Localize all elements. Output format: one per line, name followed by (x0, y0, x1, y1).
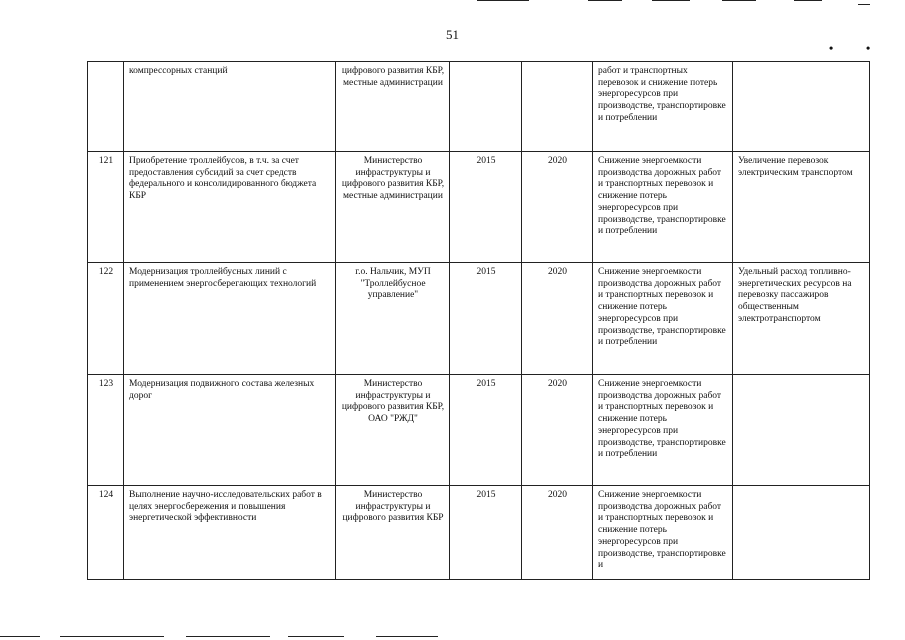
scan-artifact-line (858, 4, 870, 5)
scan-artifact-line (376, 636, 438, 637)
measure-name: Модернизация подвижного состава железных дорог (124, 375, 336, 486)
executor-cell: Министерство инфраструктуры и цифрового развития КБР, ОАО "РЖД" (336, 375, 450, 486)
measure-name: Модернизация троллейбусных линий с применением энергосберегающих технологий (124, 263, 336, 375)
start-year: 2015 (450, 263, 522, 375)
expected-effect: работ и транспортных перевозок и снижение потерь энергоресурсов при производстве, транспортировке и потреблении (593, 62, 733, 152)
scan-dot: • (866, 41, 871, 55)
end-year: 2020 (522, 375, 593, 486)
scan-artifact-line (794, 0, 822, 1)
table-row (88, 486, 870, 580)
executor-cell: Министерство инфраструктуры и цифрового развития КБР, местные администрации (336, 152, 450, 263)
start-year: 2015 (450, 152, 522, 263)
measures-table (87, 61, 870, 580)
end-year: 2020 (522, 152, 593, 263)
target-indicator (733, 62, 870, 152)
expected-effect: Снижение энергоемкости производства дорожных работ и транспортных перевозок и снижение потерь энергоресурсов при производстве, транспортировке и потреблении (593, 263, 733, 375)
executor-cell: Министерство инфраструктуры и цифрового развития КБР (336, 486, 450, 580)
end-year (522, 62, 593, 152)
table-row (88, 375, 870, 486)
expected-effect: Снижение энергоемкости производства дорожных работ и транспортных перевозок и снижение потерь энергоресурсов при производстве, транспортировке и потреблении (593, 152, 733, 263)
page-number: 51 (446, 27, 459, 42)
scan-artifact-line (477, 0, 529, 1)
start-year: 2015 (450, 375, 522, 486)
expected-effect: Снижение энергоемкости производства дорожных работ и транспортных перевозок и снижение потерь энергоресурсов при производстве, транспортировке и потреблении (593, 375, 733, 486)
table-row (88, 62, 870, 152)
target-indicator: Удельный расход топливно-энергетических ресурсов на перевозку пассажиров общественным электротранспортом (733, 263, 870, 375)
scan-artifact-line (0, 636, 40, 637)
scan-dot: • (829, 41, 834, 55)
expected-effect: Снижение энергоемкости производства дорожных работ и транспортных перевозок и снижение потерь энергоресурсов при производстве, транспортировке и (593, 486, 733, 580)
scan-artifact-line (288, 636, 344, 637)
scan-artifact-line (186, 636, 270, 637)
end-year: 2020 (522, 263, 593, 375)
scan-artifact-line (60, 636, 164, 637)
executor-cell: цифрового развития КБР, местные администрации (336, 62, 450, 152)
row-number (88, 62, 124, 152)
target-indicator (733, 486, 870, 580)
row-number: 121 (88, 152, 124, 263)
end-year: 2020 (522, 486, 593, 580)
measure-name: Выполнение научно-исследовательских работ в целях энергосбережения и повышения энергетической эффективности (124, 486, 336, 580)
scan-artifact-line (588, 0, 622, 1)
start-year (450, 62, 522, 152)
executor-cell: г.о. Нальчик, МУП "Троллейбусное управление" (336, 263, 450, 375)
measure-name: компрессорных станций (124, 62, 336, 152)
start-year: 2015 (450, 486, 522, 580)
target-indicator: Увеличение перевозок электрическим транспортом (733, 152, 870, 263)
scan-artifact-line (722, 0, 756, 1)
table-row (88, 263, 870, 375)
table-row (88, 152, 870, 263)
row-number: 124 (88, 486, 124, 580)
target-indicator (733, 375, 870, 486)
row-number: 122 (88, 263, 124, 375)
row-number: 123 (88, 375, 124, 486)
measure-name: Приобретение троллейбусов, в т.ч. за счет предоставления субсидий за счет средств федерального и консолидированного бюджета КБР (124, 152, 336, 263)
scan-artifact-line (652, 0, 690, 1)
